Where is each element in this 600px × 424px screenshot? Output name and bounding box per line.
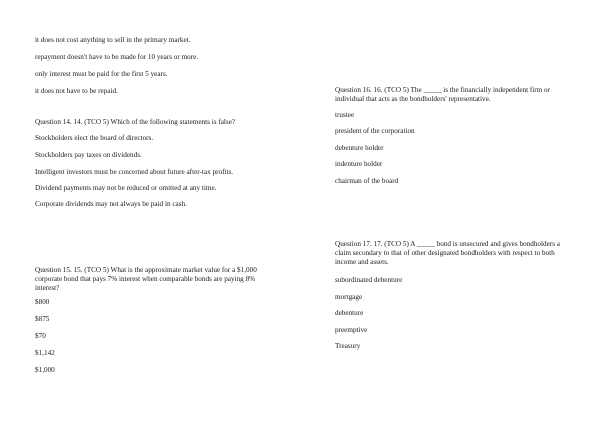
question-17-text: Question 17. 17. (TCO 5) A _____ bond is unsecured and gives bondholders a claim secondary to that of other designated bondholders with respect to both income and assets. (335, 240, 560, 266)
question-17-option: debenture (335, 309, 364, 317)
answer-option: repayment doesn't have to be made for 10 years or more. (35, 53, 199, 61)
question-14-option: Corporate dividends may not always be paid in cash. (35, 200, 187, 208)
question-14-option: Stockholders pay taxes on dividends. (35, 151, 142, 159)
question-14-text: Question 14. 14. (TCO 5) Which of the following statements is false? (35, 118, 236, 126)
question-15-option: $1,142 (35, 349, 55, 357)
question-16-option: indenture holder (335, 160, 383, 168)
question-17-option: subordinated debenture (335, 276, 403, 284)
question-17-option: Treasury (335, 342, 361, 350)
question-14-option: Intelligent investors must be concerned about future after-tax profits. (35, 168, 234, 176)
question-14-option: Dividend payments may not be reduced or omitted at any time. (35, 184, 217, 192)
question-16-option: president of the corporation (335, 127, 415, 135)
answer-option: it does not have to be repaid. (35, 87, 118, 95)
question-16-option: trustee (335, 111, 355, 119)
question-15-option: $70 (35, 332, 46, 340)
question-15-option: $800 (35, 298, 50, 306)
answer-option: only interest must be paid for the first 5 years. (35, 70, 168, 78)
question-17-option: preemptive (335, 326, 368, 334)
question-15-option: $875 (35, 315, 50, 323)
question-15-option: $1,000 (35, 366, 55, 374)
answer-option: it does not cost anything to sell in the primary market. (35, 36, 191, 44)
question-15-text: Question 15. 15. (TCO 5) What is the approximate market value for a $1,000 corporate bond that pays 7% interest when comparable bonds are paying 8% interest? (35, 266, 257, 292)
question-16-option: chairman of the board (335, 177, 399, 185)
question-14-option: Stockholders elect the board of directors. (35, 134, 154, 142)
question-16-option: debenture holder (335, 144, 384, 152)
question-16-text: Question 16. 16. (TCO 5) The _____ is the financially independent firm or individual that acts as the bondholders' representative. (335, 86, 551, 103)
question-17-option: mortgage (335, 293, 363, 301)
